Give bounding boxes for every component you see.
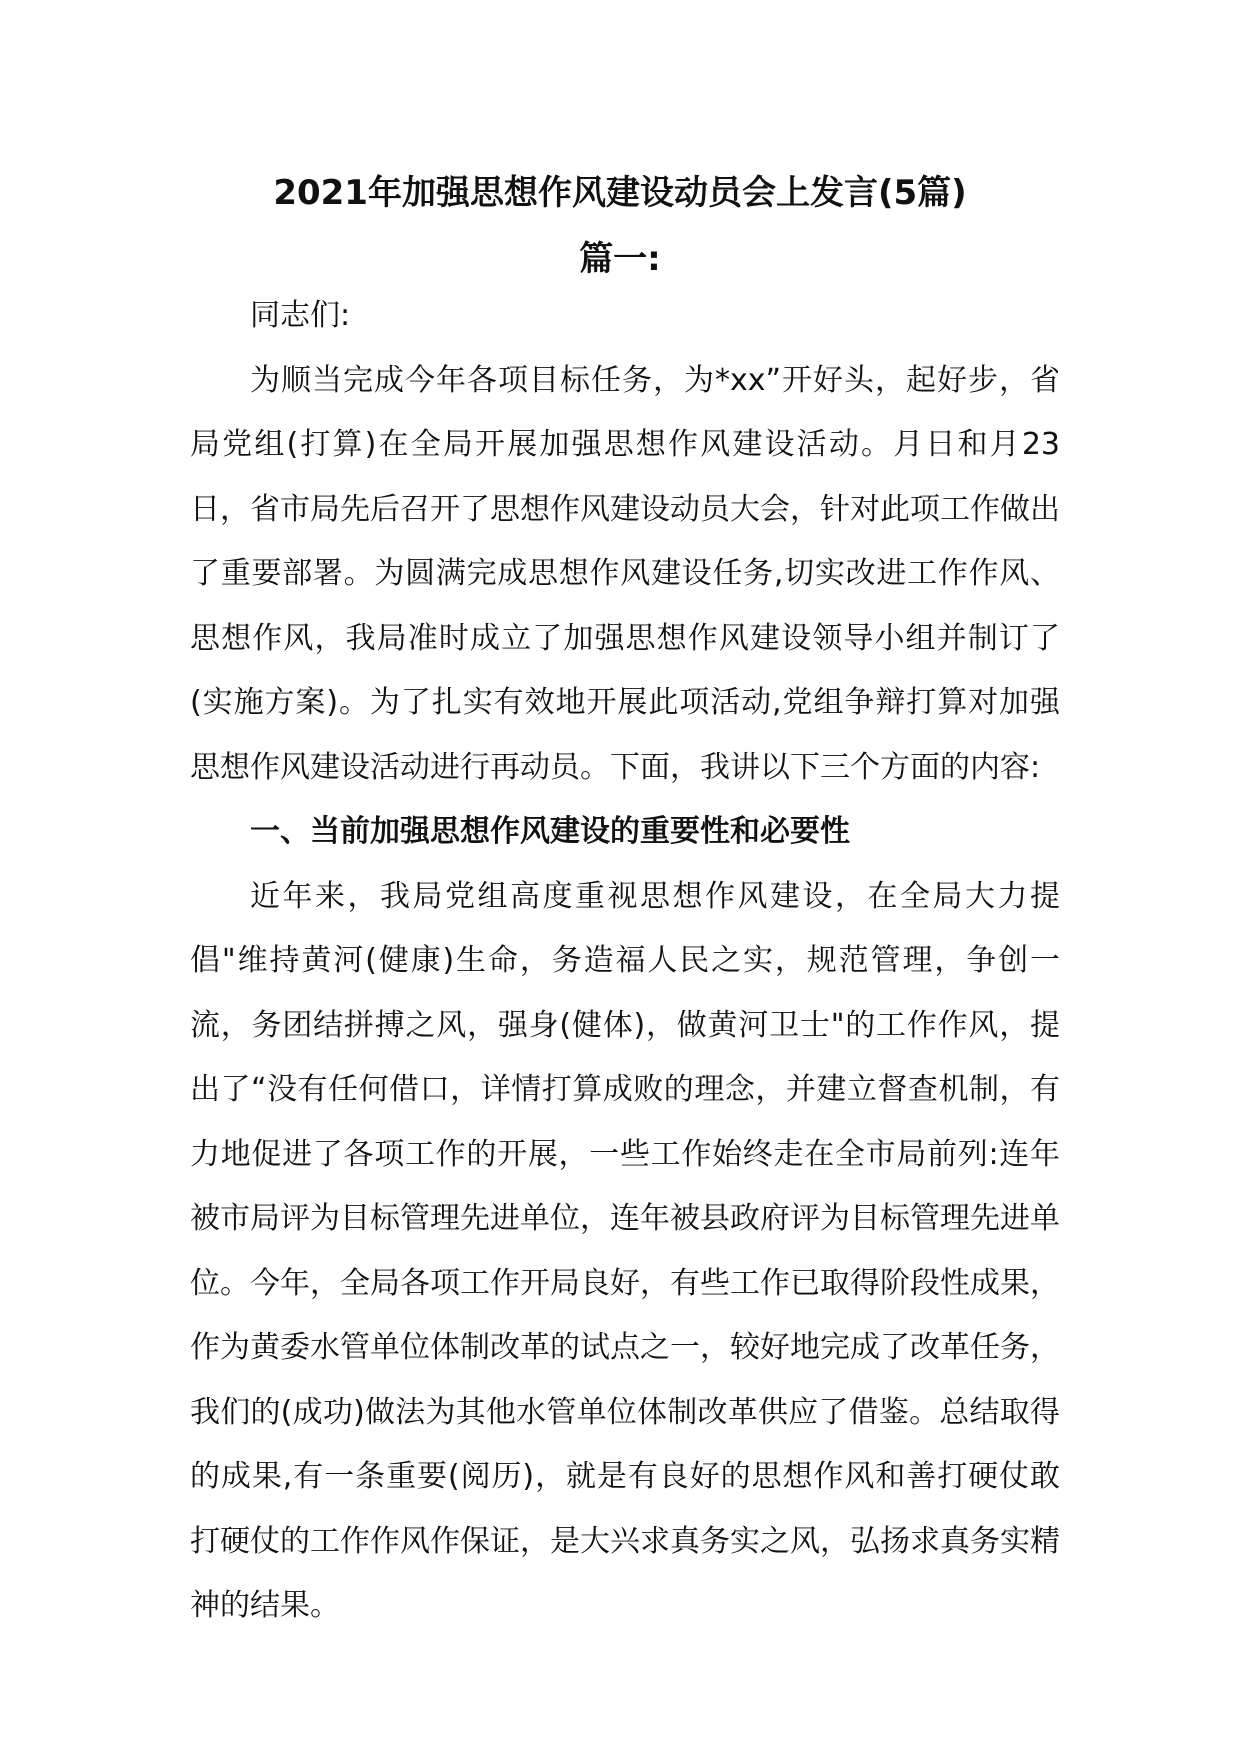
document-body xyxy=(190,284,1060,1639)
subheading-importance: 一、当前加强思想作风建设的重要性和必要性 xyxy=(250,814,850,849)
paragraph-intro: 为顺当完成今年各项目标任务，为*xx”开好头，起好步，省局党组(打算)在全局开展加强思想作风建设活动。月日和月23日，省市局先后召开了思想作风建设动员大会，针对此项工作做出了重要部署。为圆满完成思想作风建设任务,切实改进工作作风、思想作风，我局准时成立了加强思想作风建设领导小组并制订了(实施方案)。为了扎实有效地开展此项活动,党组争辩打算对加强思想作风建设活动进行再动员。下面，我讲以下三个方面的内容: xyxy=(190,362,1060,785)
document-title: 2021年加强思想作风建设动员会上发言(5篇) xyxy=(273,173,967,213)
paragraph-achievements: 近年来，我局党组高度重视思想作风建设，在全局大力提倡"维持黄河(健康)生命，务造福人民之实，规范管理，争创一流，务团结拼搏之风，强身(健体)，做黄河卫士"的工作作风，提出了“没有任何借口，详情打算成败的理念，并建立督查机制，有力地促进了各项工作的开展，一些工作始终走在全市局前列:连年被市局评为目标管理先进单位，连年被县政府评为目标管理先进单位。今年，全局各项工作开局良好，有些工作已取得阶段性成果，作为黄委水管单位体制改革的试点之一，较好地完成了改革任务，我们的(成功)做法为其他水管单位体制改革供应了借鉴。总结取得的成果,有一条重要(阅历)，就是有良好的思想作风和善打硬仗敢打硬仗的工作作风作保证，是大兴求真务实之风，弘扬求真务实精神的结果。 xyxy=(190,878,1060,1623)
section-title: 篇一: xyxy=(579,239,661,279)
greeting: 同志们: xyxy=(250,298,351,333)
